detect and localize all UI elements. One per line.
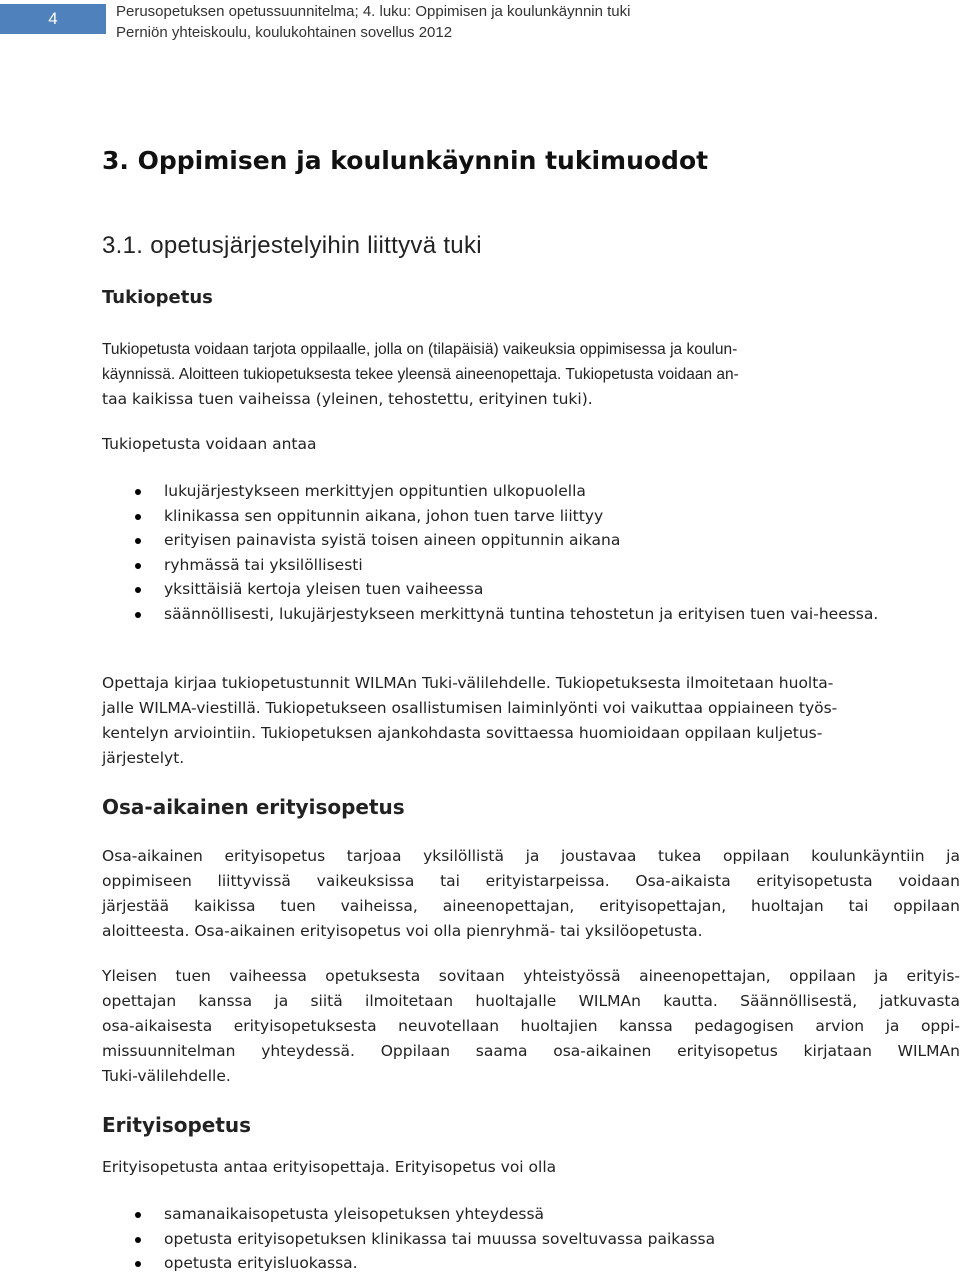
text-span: Tukiopetusta voidaan an- [565, 366, 739, 383]
list-item: opetusta erityisluokassa. [102, 1251, 960, 1276]
text-line: Yleisen tuen vaiheessa opetuksesta sovitaan yhteistyössä aineenopettajan, oppilaan ja erityis- [102, 967, 960, 985]
text-line [102, 362, 960, 387]
list-item: klinikassa sen oppitunnin aikana, johon tuen tarve liittyy [102, 504, 960, 529]
list-item: lukujärjestykseen merkittyjen oppituntien ulkopuolella [102, 479, 960, 504]
text-line: missuunnitelman yhteydessä. Oppilaan saama osa-aikainen erityisopetus kirjataan WILMAn [102, 1042, 960, 1060]
text-line: jalle WILMA-viestillä. Tukiopetukseen osallistumisen laiminlyönti voi vaikuttaa oppiaineen työs- [102, 699, 838, 717]
running-header-line-2: Perniön yhteiskoulu, koulukohtainen sovellus 2012 [116, 24, 453, 41]
text-line: oppimiseen liittyvissä vaikeuksissa tai erityistarpeissa. Osa-aikaista erityisopetusta voidaan [102, 872, 960, 890]
list-item: samanaikaisopetusta yleisopetuksen yhteydessä [102, 1202, 960, 1227]
running-header [116, 1, 630, 43]
text-line: Tukiopetusta voidaan tarjota oppilaalle, jolla on (tilapäisiä) vaikeuksia oppimisessa ja koulun- [102, 341, 738, 358]
text-span: käynnissä. [102, 366, 176, 383]
running-header-line-1: Perusopetuksen opetussuunnitelma; 4. luku: Oppimisen ja koulunkäynnin tuki [116, 3, 631, 20]
osa-aikainen-paragraph-1 [102, 844, 960, 944]
list-item: yksittäisiä kertoja yleisen tuen vaiheessa [102, 577, 960, 602]
tukiopetus-paragraph-1 [102, 337, 960, 412]
text-line: Tuki-välilehdelle. [102, 1067, 231, 1085]
text-line: opettajan kanssa ja siitä ilmoitetaan huoltajalle WILMAn kautta. Säännöllisestä, jatkuvasta [102, 992, 960, 1010]
osa-aikainen-paragraph-2 [102, 964, 960, 1089]
text-line: järjestää kaikissa tuen vaiheissa, aineenopettajan, erityisopettajan, huoltajan tai oppilaan [102, 897, 960, 915]
list-item: erityisen painavista syistä toisen aineen oppitunnin aikana [102, 528, 960, 553]
page-number-badge: 4 [0, 4, 106, 34]
section-title: 3.1. opetusjärjestelyihin liittyvä tuki [102, 232, 482, 259]
tukiopetus-intro: Tukiopetusta voidaan antaa [102, 435, 317, 453]
heading-tukiopetus: Tukiopetus [102, 287, 213, 308]
text-line: Osa-aikainen erityisopetus tarjoaa yksilöllistä ja joustavaa tukea oppilaan koulunkäyntiin ja [102, 847, 960, 865]
tukiopetus-bullet-list [102, 479, 960, 626]
text-line: kentelyn arviointiin. Tukiopetuksen ajankohdasta sovittaessa huomioidaan oppilaan kuljetus- [102, 724, 823, 742]
tukiopetus-paragraph-2 [102, 671, 960, 771]
list-item: säännöllisesti, lukujärjestykseen merkittynä tuntina tehostetun ja erityisen tuen vai-heessa. [102, 602, 960, 627]
text-line: järjestelyt. [102, 749, 185, 767]
erityisopetus-intro: Erityisopetusta antaa erityisopettaja. Erityisopetus voi olla [102, 1158, 557, 1176]
page-header [0, 0, 960, 40]
text-line: taa kaikissa tuen vaiheissa (yleinen, tehostettu, erityinen tuki). [102, 390, 593, 408]
list-item: opetusta erityisopetuksen klinikassa tai muussa soveltuvassa paikassa [102, 1227, 960, 1252]
text-line: Opettaja kirjaa tukiopetustunnit WILMAn Tuki-välilehdelle. Tukiopetuksesta ilmoitetaan huolta- [102, 674, 834, 692]
text-line: osa-aikaisesta erityisopetuksesta neuvotellaan huoltajien kanssa pedagogisen arvion ja oppi- [102, 1017, 960, 1035]
text-line: aloitteesta. Osa-aikainen erityisopetus voi olla pienryhmä- tai yksilöopetusta. [102, 922, 703, 940]
chapter-title: 3. Oppimisen ja koulunkäynnin tukimuodot [102, 146, 709, 175]
erityisopetus-bullet-list [102, 1202, 960, 1276]
heading-erityisopetus: Erityisopetus [102, 1113, 252, 1137]
text-span: Aloitteen tukiopetuksesta tekee yleensä aineenopettaja. [178, 366, 562, 383]
heading-osa-aikainen-erityisopetus: Osa-aikainen erityisopetus [102, 795, 405, 819]
list-item: ryhmässä tai yksilöllisesti [102, 553, 960, 578]
